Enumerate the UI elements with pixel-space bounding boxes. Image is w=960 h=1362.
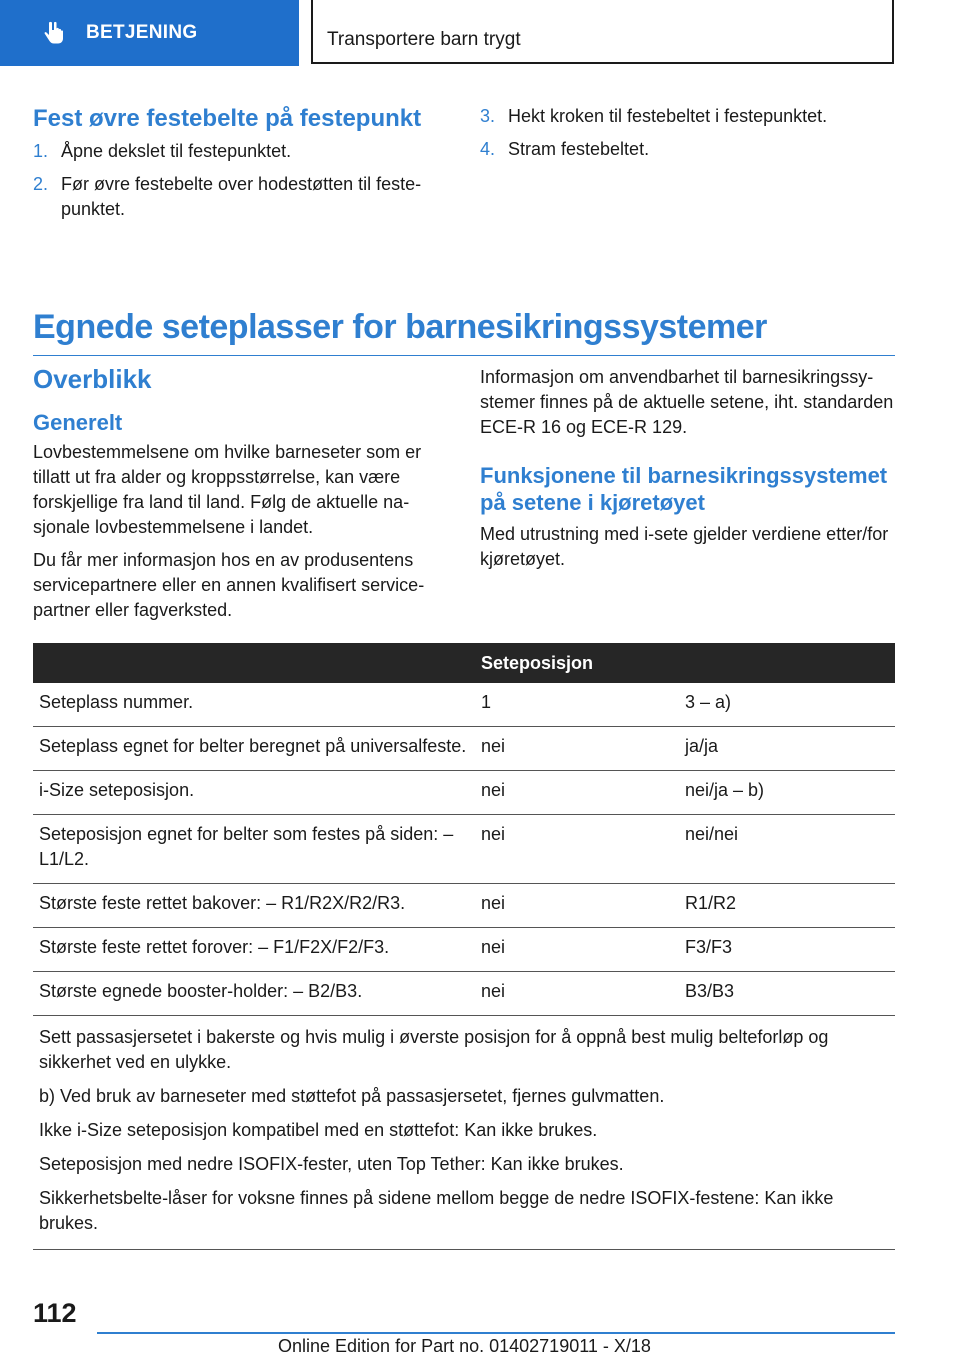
table-cell: nei <box>475 928 679 972</box>
table-note: Sett passasjersetet i bakerste og hvis mulig i øverste posisjon for å oppnå best mulig belteforløp og sikkerhet ved en ulykke. <box>39 1027 829 1072</box>
table-row <box>33 884 895 928</box>
table-cell: nei <box>475 771 679 815</box>
step-item <box>480 104 895 129</box>
table-cell: nei/ja – b) <box>679 771 895 815</box>
section-label: BETJENING <box>86 22 198 43</box>
step-number: 2. <box>33 174 49 194</box>
step-number: 3. <box>480 106 496 126</box>
table-header-seat-position: Seteposisjon <box>475 643 895 683</box>
table-cell: 1 <box>475 683 679 727</box>
step-number: 4. <box>480 139 496 159</box>
top-left-column <box>33 104 448 230</box>
step-number: 1. <box>33 141 49 161</box>
table-cell: Største feste rettet bakover: – R1/R2X/R2/R3. <box>33 884 475 928</box>
table-cell: nei <box>475 815 679 884</box>
instruction-heading: Fest øvre festebelte på festepunkt <box>33 105 422 132</box>
table-cell: Største feste rettet forover: – F1/F2X/F2/F3. <box>33 928 475 972</box>
step-text: Stram festebeltet. <box>508 139 650 159</box>
table-cell: B3/B3 <box>679 972 895 1016</box>
page-number: 112 <box>33 1298 77 1328</box>
table-cell: i-Size seteposisjon. <box>33 771 475 815</box>
hand-pointer-icon <box>40 19 68 47</box>
table-notes-row <box>33 1016 895 1250</box>
table-cell: Seteplass egnet for belter beregnet på universalfeste. <box>33 727 475 771</box>
overview-heading: Overblikk <box>33 364 152 394</box>
table-note: Seteposisjon med nedre ISOFIX-fester, uten Top Tether: Kan ikke brukes. <box>39 1154 624 1174</box>
section-tab <box>0 0 299 66</box>
table-note: Ikke i-Size seteposisjon kompatibel med en støttefot: Kan ikke brukes. <box>39 1120 598 1140</box>
table-cell: nei <box>475 727 679 771</box>
general-heading: Generelt <box>33 410 123 435</box>
top-right-column <box>480 98 895 170</box>
table-cell: F3/F3 <box>679 928 895 972</box>
table-header-empty <box>33 643 475 683</box>
table-cell: nei <box>475 972 679 1016</box>
table-row <box>33 683 895 727</box>
step-item <box>33 172 448 222</box>
table-cell: R1/R2 <box>679 884 895 928</box>
table-note: Sikkerhetsbelte-låser for voksne finnes på sidene mellom begge de nedre ISOFIX-festene: Kan ikke brukes. <box>39 1188 834 1233</box>
table-cell: nei/nei <box>679 815 895 884</box>
overview-column <box>33 364 448 631</box>
table-row <box>33 815 895 884</box>
table-notes <box>33 1016 895 1250</box>
table-cell: Største egnede booster-holder: – B2/B3. <box>33 972 475 1016</box>
general-paragraph-1: Lovbestemmelsene om hvilke barneseter som er tillatt ut fra alder og kroppsstørrelse, kan være forskjellige fra land til land. Følg de aktuelle nasjonale lovbestemmelsene i landet. <box>33 442 422 537</box>
functions-heading: Funksjonene til barnesikringssystemet på setene i kjøretøyet <box>480 463 888 515</box>
table-header-row <box>33 643 895 683</box>
edition-text: Online Edition for Part no. 01402719011 - X/18 <box>278 1336 651 1356</box>
instruction-steps-continued <box>480 104 895 162</box>
table-cell: ja/ja <box>679 727 895 771</box>
step-text: Før øvre festebelte over hodestøtten til festepunktet. <box>61 174 422 219</box>
main-heading: Egnede seteplasser for barnesikringssystemer <box>33 308 895 356</box>
general-paragraph-2: Du får mer informasjon hos en av produsentens servicepartnere eller en annen kvalifisert servicepartner eller fagverksted. <box>33 550 425 620</box>
table-cell: nei <box>475 884 679 928</box>
info-paragraph: Informasjon om anvendbarhet til barnesikringssystemer finnes på de aktuelle setene, iht. standarden ECE-R 16 og ECE-R 129. <box>480 367 894 437</box>
seat-position-table <box>33 643 895 1250</box>
instruction-steps <box>33 139 448 222</box>
table-row <box>33 727 895 771</box>
info-column <box>480 365 895 580</box>
step-item <box>33 139 448 164</box>
table-note: b) Ved bruk av barneseter med støttefot på passasjersetet, fjernes gulvmatten. <box>39 1086 665 1106</box>
table-row <box>33 928 895 972</box>
header-title-box <box>311 0 894 64</box>
table-row <box>33 972 895 1016</box>
step-item <box>480 137 895 162</box>
functions-paragraph: Med utrustning med i-sete gjelder verdiene etter/for kjøretøyet. <box>480 524 889 569</box>
table-cell: Seteposisjon egnet for belter som festes på siden: – L1/L2. <box>33 815 475 884</box>
table-cell: 3 – a) <box>679 683 895 727</box>
table-cell: Seteplass nummer. <box>33 683 475 727</box>
chapter-title: Transportere barn trygt <box>327 29 521 50</box>
table-row <box>33 771 895 815</box>
footer-divider <box>97 1332 895 1334</box>
step-text: Åpne dekslet til festepunktet. <box>61 141 292 161</box>
step-text: Hekt kroken til festebeltet i festepunktet. <box>508 106 828 126</box>
